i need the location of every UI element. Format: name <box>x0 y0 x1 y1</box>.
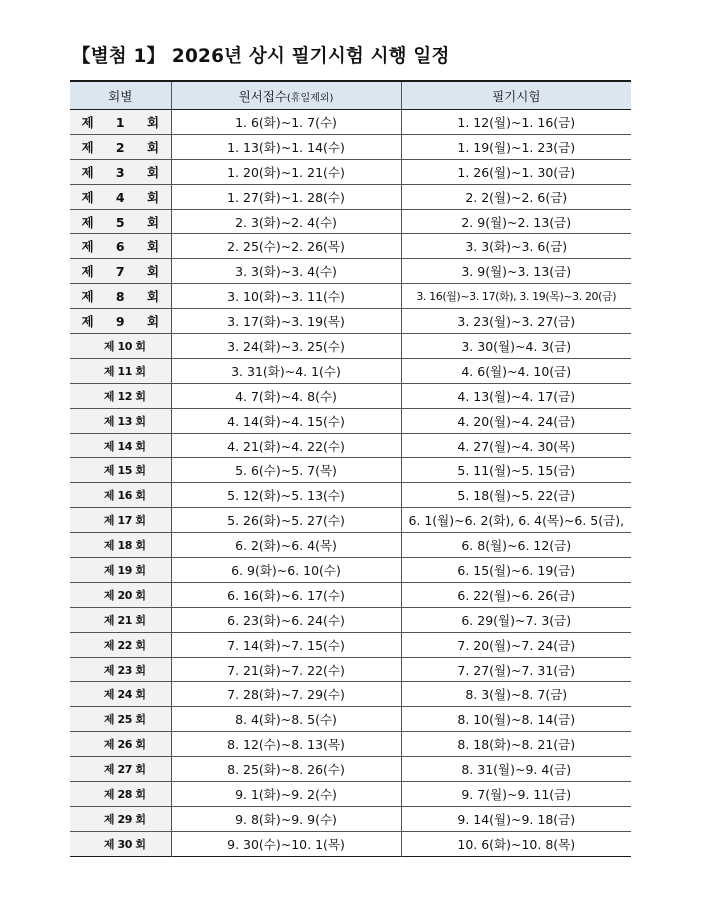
table-row <box>70 334 631 359</box>
round-cell: 제 9 회 <box>70 309 171 334</box>
table-row <box>70 757 631 782</box>
exam-period-cell: 8. 31(월)~9. 4(금) <box>401 757 631 782</box>
exam-period-cell: 6. 15(월)~6. 19(금) <box>401 558 631 583</box>
exam-period-cell: 6. 8(월)~6. 12(금) <box>401 533 631 558</box>
table-row <box>70 358 631 383</box>
round-cell: 제 25 회 <box>70 707 171 732</box>
application-period-cell: 8. 12(수)~8. 13(목) <box>171 732 401 757</box>
table-row <box>70 533 631 558</box>
round-cell: 제 2 회 <box>70 134 171 159</box>
exam-period-cell: 6. 22(월)~6. 26(금) <box>401 582 631 607</box>
round-cell: 제 6 회 <box>70 234 171 259</box>
exam-period-cell: 4. 20(월)~4. 24(금) <box>401 408 631 433</box>
exam-period-cell: 4. 13(월)~4. 17(금) <box>401 383 631 408</box>
table-row <box>70 458 631 483</box>
document-title: 【별첨 1】 2026년 상시 필기시험 시행 일정 <box>72 46 450 67</box>
exam-schedule-table <box>70 80 631 857</box>
round-cell: 제 13 회 <box>70 408 171 433</box>
table-row <box>70 209 631 234</box>
application-period-cell: 1. 20(화)~1. 21(수) <box>171 159 401 184</box>
application-period-cell: 6. 9(화)~6. 10(수) <box>171 558 401 583</box>
exam-period-cell: 8. 3(월)~8. 7(금) <box>401 682 631 707</box>
table-row <box>70 159 631 184</box>
application-period-cell: 1. 6(화)~1. 7(수) <box>171 110 401 135</box>
exam-period-cell: 3. 16(월)~3. 17(화), 3. 19(목)~3. 20(금) <box>401 284 631 309</box>
round-cell: 제 15 회 <box>70 458 171 483</box>
application-period-cell: 7. 14(화)~7. 15(수) <box>171 632 401 657</box>
table-row <box>70 707 631 732</box>
table-row <box>70 110 631 135</box>
application-period-cell: 7. 21(화)~7. 22(수) <box>171 657 401 682</box>
table-row <box>70 607 631 632</box>
round-cell: 제 1 회 <box>70 110 171 135</box>
round-cell: 제 26 회 <box>70 732 171 757</box>
round-cell: 제 18 회 <box>70 533 171 558</box>
table-row <box>70 558 631 583</box>
round-cell: 제 16 회 <box>70 483 171 508</box>
round-cell: 제 12 회 <box>70 383 171 408</box>
application-period-cell: 3. 31(화)~4. 1(수) <box>171 358 401 383</box>
application-period-cell: 6. 16(화)~6. 17(수) <box>171 582 401 607</box>
exam-period-cell: 6. 1(월)~6. 2(화), 6. 4(목)~6. 5(금), <box>401 508 631 533</box>
exam-period-cell: 9. 14(월)~9. 18(금) <box>401 806 631 831</box>
header-application-note: (휴일제외) <box>286 92 334 104</box>
application-period-cell: 9. 8(화)~9. 9(수) <box>171 806 401 831</box>
exam-period-cell: 1. 12(월)~1. 16(금) <box>401 110 631 135</box>
table-header-row <box>70 81 631 110</box>
round-cell: 제 20 회 <box>70 582 171 607</box>
exam-period-cell: 3. 9(월)~3. 13(금) <box>401 259 631 284</box>
round-cell: 제 8 회 <box>70 284 171 309</box>
exam-period-cell: 8. 10(월)~8. 14(금) <box>401 707 631 732</box>
application-period-cell: 6. 2(화)~6. 4(목) <box>171 533 401 558</box>
application-period-cell: 2. 25(수)~2. 26(목) <box>171 234 401 259</box>
exam-period-cell: 7. 20(월)~7. 24(금) <box>401 632 631 657</box>
header-exam: 필기시험 <box>401 81 631 110</box>
table-row <box>70 508 631 533</box>
table-row <box>70 383 631 408</box>
round-cell: 제 4 회 <box>70 184 171 209</box>
round-cell: 제 27 회 <box>70 757 171 782</box>
application-period-cell: 8. 4(화)~8. 5(수) <box>171 707 401 732</box>
round-cell: 제 10 회 <box>70 334 171 359</box>
header-application <box>171 81 401 110</box>
application-period-cell: 5. 12(화)~5. 13(수) <box>171 483 401 508</box>
application-period-cell: 8. 25(화)~8. 26(수) <box>171 757 401 782</box>
round-cell: 제 11 회 <box>70 358 171 383</box>
table-row <box>70 408 631 433</box>
application-period-cell: 5. 6(수)~5. 7(목) <box>171 458 401 483</box>
table-row <box>70 657 631 682</box>
table-row <box>70 284 631 309</box>
exam-period-cell: 9. 7(월)~9. 11(금) <box>401 782 631 807</box>
exam-period-cell: 5. 18(월)~5. 22(금) <box>401 483 631 508</box>
table-row <box>70 682 631 707</box>
table-row <box>70 433 631 458</box>
round-cell: 제 17 회 <box>70 508 171 533</box>
round-cell: 제 28 회 <box>70 782 171 807</box>
round-cell: 제 5 회 <box>70 209 171 234</box>
table-row <box>70 582 631 607</box>
table-row <box>70 259 631 284</box>
header-application-label: 원서접수 <box>238 88 287 104</box>
application-period-cell: 3. 24(화)~3. 25(수) <box>171 334 401 359</box>
round-cell: 제 29 회 <box>70 806 171 831</box>
exam-period-cell: 1. 19(월)~1. 23(금) <box>401 134 631 159</box>
application-period-cell: 3. 10(화)~3. 11(수) <box>171 284 401 309</box>
round-cell: 제 30 회 <box>70 831 171 856</box>
round-cell: 제 3 회 <box>70 159 171 184</box>
application-period-cell: 3. 17(화)~3. 19(목) <box>171 309 401 334</box>
application-period-cell: 1. 27(화)~1. 28(수) <box>171 184 401 209</box>
table-row <box>70 806 631 831</box>
table-row <box>70 732 631 757</box>
application-period-cell: 5. 26(화)~5. 27(수) <box>171 508 401 533</box>
exam-period-cell: 8. 18(화)~8. 21(금) <box>401 732 631 757</box>
application-period-cell: 2. 3(화)~2. 4(수) <box>171 209 401 234</box>
exam-period-cell: 1. 26(월)~1. 30(금) <box>401 159 631 184</box>
exam-period-cell: 10. 6(화)~10. 8(목) <box>401 831 631 856</box>
exam-period-cell: 5. 11(월)~5. 15(금) <box>401 458 631 483</box>
exam-period-cell: 6. 29(월)~7. 3(금) <box>401 607 631 632</box>
application-period-cell: 4. 7(화)~4. 8(수) <box>171 383 401 408</box>
application-period-cell: 4. 14(화)~4. 15(수) <box>171 408 401 433</box>
header-round: 회별 <box>70 81 171 110</box>
application-period-cell: 9. 1(화)~9. 2(수) <box>171 782 401 807</box>
round-cell: 제 22 회 <box>70 632 171 657</box>
table-row <box>70 134 631 159</box>
table-row <box>70 309 631 334</box>
exam-period-cell: 2. 2(월)~2. 6(금) <box>401 184 631 209</box>
application-period-cell: 4. 21(화)~4. 22(수) <box>171 433 401 458</box>
application-period-cell: 9. 30(수)~10. 1(목) <box>171 831 401 856</box>
exam-period-cell: 4. 27(월)~4. 30(목) <box>401 433 631 458</box>
schedule-rows <box>70 110 631 857</box>
round-cell: 제 23 회 <box>70 657 171 682</box>
table-row <box>70 234 631 259</box>
application-period-cell: 1. 13(화)~1. 14(수) <box>171 134 401 159</box>
round-cell: 제 14 회 <box>70 433 171 458</box>
round-cell: 제 7 회 <box>70 259 171 284</box>
round-cell: 제 24 회 <box>70 682 171 707</box>
exam-period-cell: 3. 3(화)~3. 6(금) <box>401 234 631 259</box>
exam-period-cell: 7. 27(월)~7. 31(금) <box>401 657 631 682</box>
round-cell: 제 19 회 <box>70 558 171 583</box>
exam-period-cell: 2. 9(월)~2. 13(금) <box>401 209 631 234</box>
exam-period-cell: 4. 6(월)~4. 10(금) <box>401 358 631 383</box>
application-period-cell: 7. 28(화)~7. 29(수) <box>171 682 401 707</box>
application-period-cell: 3. 3(화)~3. 4(수) <box>171 259 401 284</box>
table-row <box>70 782 631 807</box>
exam-period-cell: 3. 23(월)~3. 27(금) <box>401 309 631 334</box>
application-period-cell: 6. 23(화)~6. 24(수) <box>171 607 401 632</box>
table-row <box>70 184 631 209</box>
exam-period-cell: 3. 30(월)~4. 3(금) <box>401 334 631 359</box>
table-row <box>70 831 631 856</box>
table-row <box>70 632 631 657</box>
table-row <box>70 483 631 508</box>
round-cell: 제 21 회 <box>70 607 171 632</box>
